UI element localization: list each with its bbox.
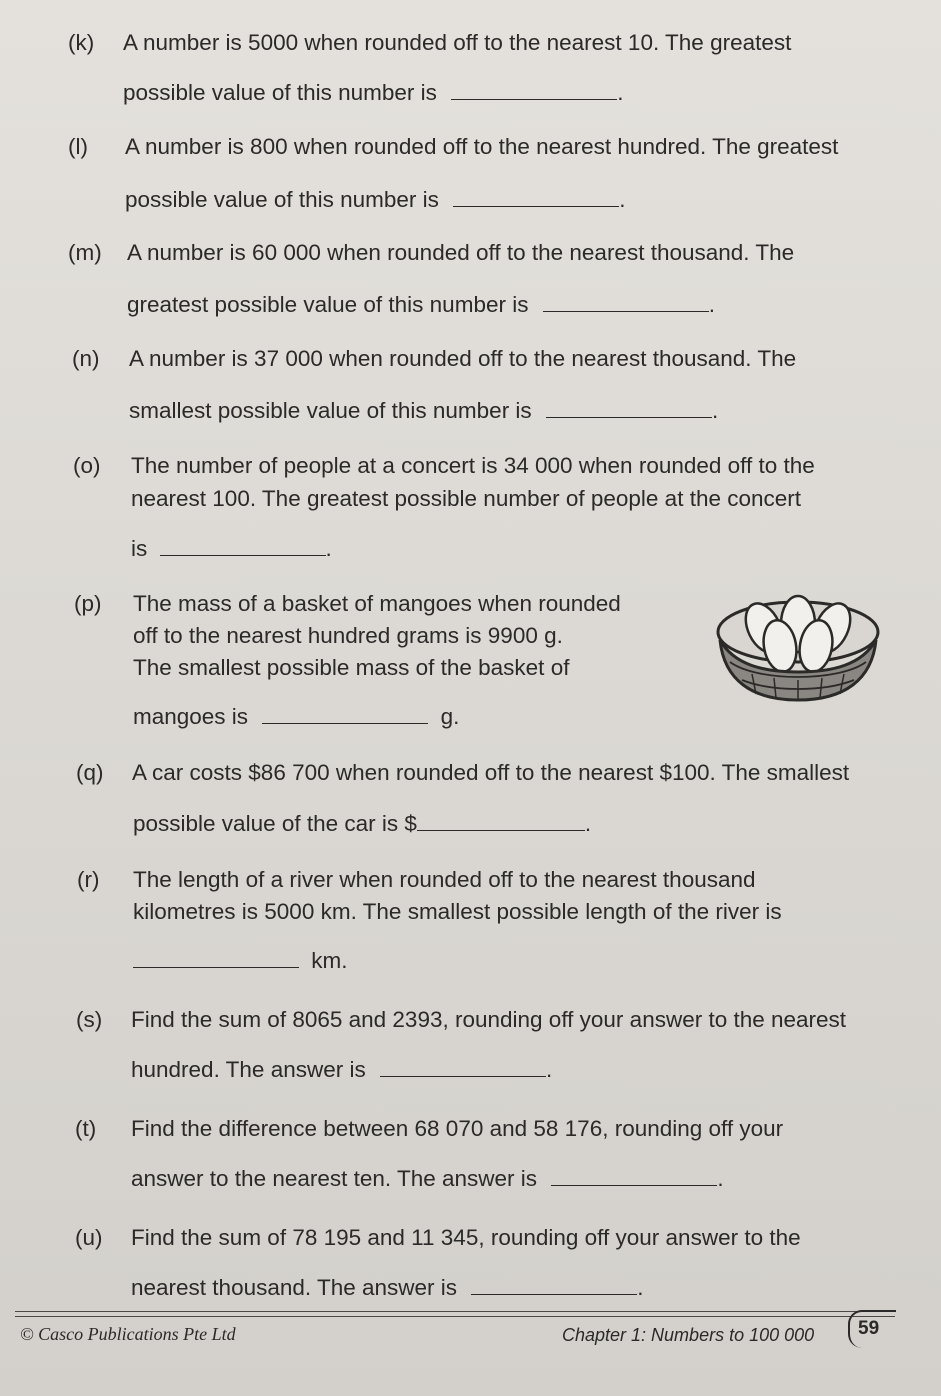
question-text: A number is 5000 when rounded off to the nearest 10. The greatest xyxy=(123,30,792,55)
question-o xyxy=(73,455,893,565)
question-label: (u) xyxy=(75,1225,103,1250)
period: . xyxy=(546,1057,553,1082)
answer-blank[interactable] xyxy=(417,812,585,831)
publisher-credit: © Casco Publications Pte Ltd xyxy=(20,1324,236,1344)
question-p xyxy=(74,593,714,733)
question-label: (n) xyxy=(72,346,100,371)
question-text: off to the nearest hundred grams is 9900 g. xyxy=(133,623,563,648)
period: . xyxy=(619,187,626,212)
question-u xyxy=(75,1227,895,1307)
question-s xyxy=(76,1009,896,1089)
period: . xyxy=(711,398,719,423)
answer-blank[interactable] xyxy=(133,949,299,968)
answer-blank[interactable] xyxy=(551,1167,717,1186)
chapter-title: Chapter 1: Numbers to 100 000 xyxy=(562,1325,815,1345)
question-label: (q) xyxy=(76,760,104,785)
period: . xyxy=(708,292,715,317)
question-text: A number is 800 when rounded off to the nearest hundred. The greatest xyxy=(125,134,839,159)
answer-blank[interactable] xyxy=(262,705,428,724)
question-m xyxy=(68,242,888,322)
question-text: The smallest possible mass of the basket of xyxy=(133,655,570,680)
answer-blank[interactable] xyxy=(380,1058,546,1077)
question-text: Find the difference between 68 070 and 58 176, rounding off your xyxy=(131,1116,784,1141)
question-q xyxy=(76,762,896,842)
question-text: mangoes is xyxy=(133,704,249,729)
period: . xyxy=(584,811,592,836)
question-label: (l) xyxy=(68,134,88,159)
question-text: possible value of this number is xyxy=(123,80,437,105)
question-text: nearest thousand. The answer is xyxy=(131,1275,458,1300)
question-label: (p) xyxy=(74,591,102,616)
answer-blank[interactable] xyxy=(453,188,619,207)
question-text: is xyxy=(131,536,148,561)
question-text: A car costs $86 700 when rounded off to the nearest $100. The smallest xyxy=(132,760,850,785)
answer-blank[interactable] xyxy=(451,81,617,100)
period: . xyxy=(637,1275,644,1300)
question-text: The mass of a basket of mangoes when rounded xyxy=(133,591,621,616)
answer-blank[interactable] xyxy=(471,1276,637,1295)
question-text: possible value of this number is xyxy=(125,187,439,212)
question-text: kilometres is 5000 km. The smallest possible length of the river is xyxy=(133,899,782,924)
question-text: greatest possible value of this number is xyxy=(127,292,529,317)
unit: g. xyxy=(440,704,460,729)
question-text: possible value of the car is $ xyxy=(133,811,417,836)
page-number: 59 xyxy=(858,1318,880,1339)
answer-blank[interactable] xyxy=(543,293,709,312)
unit: km. xyxy=(311,948,348,973)
question-k xyxy=(68,32,888,112)
period: . xyxy=(325,536,332,561)
question-r xyxy=(77,869,897,979)
question-text: A number is 60 000 when rounded off to the nearest thousand. The xyxy=(127,240,795,265)
footer-rule xyxy=(15,1311,895,1312)
question-label: (k) xyxy=(68,30,95,55)
answer-blank[interactable] xyxy=(160,537,326,556)
footer-rule xyxy=(15,1316,895,1317)
period: . xyxy=(617,80,624,105)
question-l xyxy=(68,136,888,216)
basket-of-mangoes-icon xyxy=(712,590,884,708)
question-label: (m) xyxy=(68,240,102,265)
question-label: (o) xyxy=(73,453,101,478)
answer-blank[interactable] xyxy=(546,399,712,418)
question-label: (r) xyxy=(77,867,100,892)
question-text: The length of a river when rounded off to the nearest thousand xyxy=(133,867,756,892)
question-text: Find the sum of 78 195 and 11 345, rounding off your answer to the xyxy=(131,1225,801,1250)
question-label: (t) xyxy=(75,1116,97,1141)
period: . xyxy=(717,1166,724,1191)
question-text: Find the sum of 8065 and 2393, rounding off your answer to the nearest xyxy=(131,1007,847,1032)
question-t xyxy=(75,1118,895,1198)
question-text: A number is 37 000 when rounded off to the nearest thousand. The xyxy=(129,346,797,371)
question-n xyxy=(72,348,892,428)
question-text: answer to the nearest ten. The answer is xyxy=(131,1166,538,1191)
question-label: (s) xyxy=(76,1007,103,1032)
question-text: nearest 100. The greatest possible number of people at the concert xyxy=(131,486,802,511)
question-text: The number of people at a concert is 34 000 when rounded off to the xyxy=(131,453,815,478)
question-text: hundred. The answer is xyxy=(131,1057,366,1082)
question-text: smallest possible value of this number is xyxy=(129,398,532,423)
